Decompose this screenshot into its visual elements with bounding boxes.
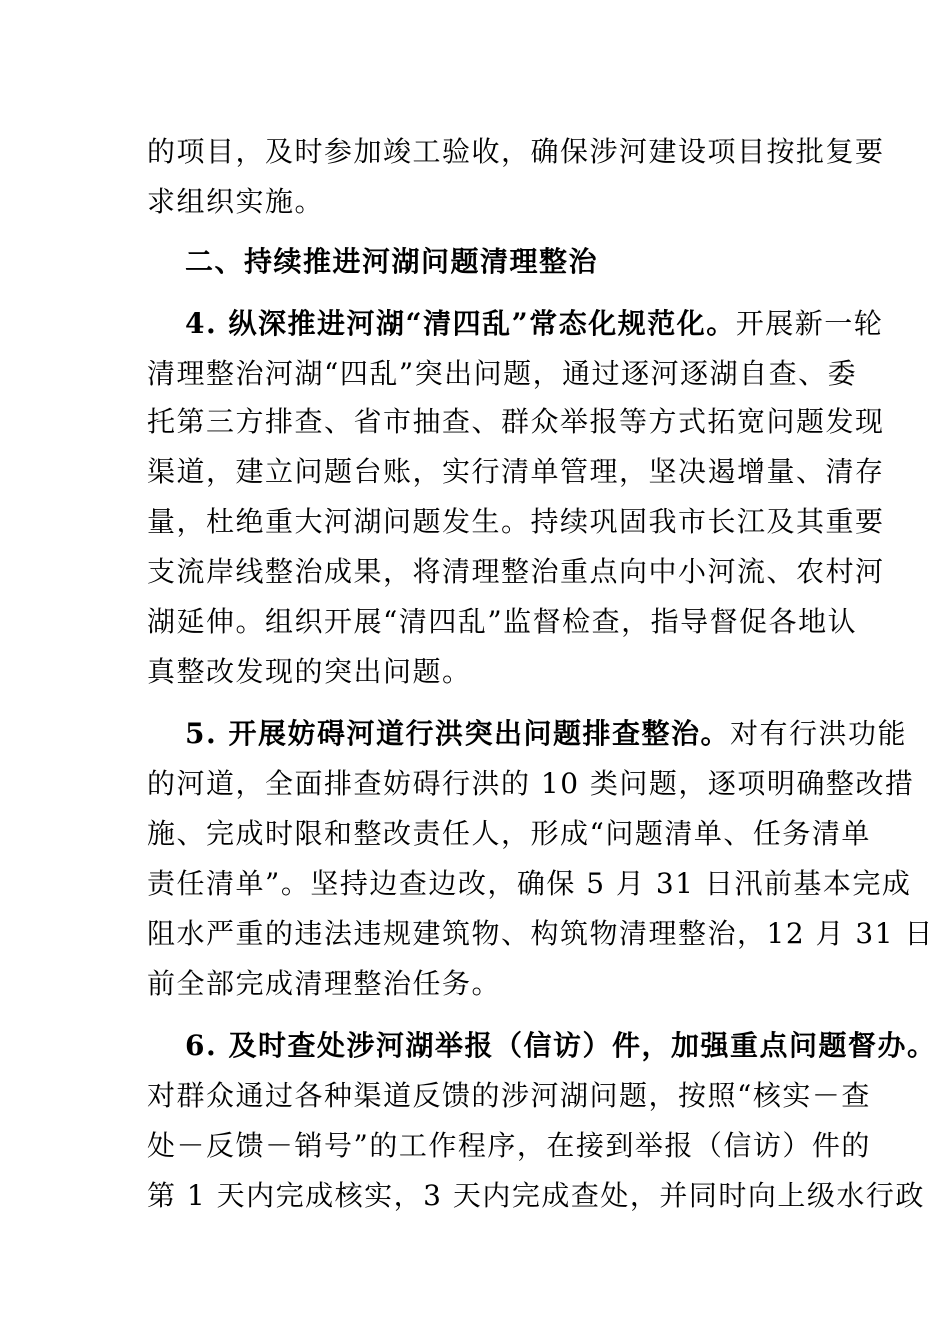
item-4-text: 开展新一轮: [735, 307, 884, 340]
paragraph-line: 真整改发现的突出问题。: [147, 655, 472, 688]
paragraph-line: 支流岸线整治成果，将清理整治重点向中小河流、农村河: [147, 555, 885, 588]
item-4-first-line: [185, 307, 884, 341]
paragraph-line: 责任清单”。坚持边查边改，确保 5 月 31 日汛前基本完成: [147, 867, 912, 900]
item-5-title: 5. 开展妨碍河道行洪突出问题排查整治。: [185, 717, 730, 750]
paragraph-line: 的河道，全面排查妨碍行洪的 10 类问题，逐项明确整改措: [147, 767, 915, 800]
item-5-first-line: [185, 717, 907, 751]
paragraph-line: 第 1 天内完成核实，3 天内完成查处，并同时向上级水行政: [147, 1179, 925, 1212]
paragraph-line: 托第三方排查、省市抽查、群众举报等方式拓宽问题发现: [147, 405, 885, 438]
paragraph-line: 渠道，建立问题台账，实行清单管理，坚决遏增量、清存: [147, 455, 885, 488]
item-6-title: 6. 及时查处涉河湖举报（信访）件，加强重点问题督办。: [185, 1029, 937, 1062]
paragraph-line: 前全部完成清理整治任务。: [147, 967, 502, 1000]
paragraph-line: 阻水严重的违法违规建筑物、构筑物清理整治，12 月 31 日: [147, 917, 934, 950]
item-4-title: 4. 纵深推进河湖“清四乱”常态化规范化。: [185, 307, 736, 340]
section-heading: 二、持续推进河湖问题清理整治: [185, 245, 599, 278]
paragraph-line: 清理整治河湖“四乱”突出问题，通过逐河逐湖自查、委: [147, 357, 858, 390]
paragraph-line: 湖延伸。组织开展“清四乱”监督检查，指导督促各地认: [147, 605, 858, 638]
paragraph-line: 求组织实施。: [147, 185, 325, 218]
item-5-text: 对有行洪功能: [729, 717, 907, 750]
paragraph-line: 对群众通过各种渠道反馈的涉河湖问题，按照“核实－查: [147, 1079, 871, 1112]
paragraph-line: 的项目，及时参加竣工验收，确保涉河建设项目按批复要: [147, 135, 885, 168]
paragraph-line: 施、完成时限和整改责任人，形成“问题清单、任务清单: [147, 817, 871, 850]
paragraph-line: 量，杜绝重大河湖问题发生。持续巩固我市长江及其重要: [147, 505, 885, 538]
paragraph-line: 处－反馈－销号”的工作程序，在接到举报（信访）件的: [147, 1129, 871, 1162]
